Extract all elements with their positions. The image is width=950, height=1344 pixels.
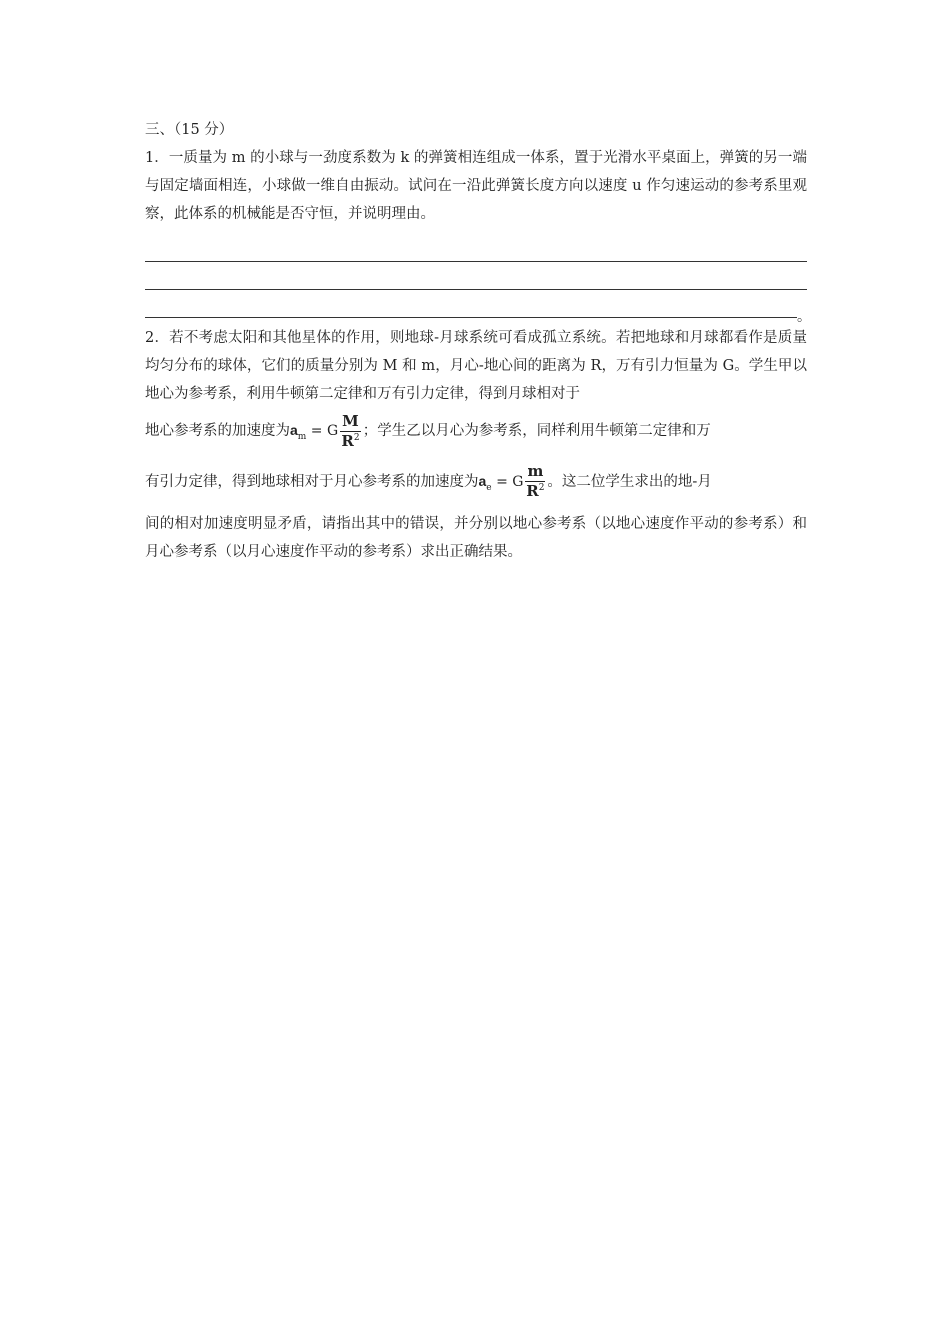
question-2-part2 <box>145 408 807 459</box>
answer-line[interactable] <box>145 234 807 262</box>
eq2-lhs: a <box>478 472 487 489</box>
question-1-text: 1．一质量为 m 的小球与一劲度系数为 k 的弹簧相连组成一体系，置于光滑水平桌面上，弹簧的另一端与固定墙面相连，小球做一维自由振动。试问在一沿此弹簧长度方向以速度 u 作匀速运动的参考系里观察，此体系的机械能是否守恒，并说明理由。 <box>145 150 807 222</box>
question-2-part4: 间的相对加速度明显矛盾，请指出其中的错误，并分别以地心参考系（以地心速度作平动的参考系）和月心参考系（以月心速度作平动的参考系）求出正确结果。 <box>145 515 807 560</box>
eq2-denominator <box>525 482 545 499</box>
eq1-eq: = G <box>306 423 339 439</box>
answer-line[interactable] <box>145 262 807 290</box>
question-2-part3-suffix: 。这二位学生求出的地-月 <box>547 473 712 490</box>
eq1-numerator: M <box>342 411 359 430</box>
eq1-den-exp: 2 <box>353 432 360 443</box>
eq2-den-exp: 2 <box>538 483 545 494</box>
question-2-part2-suffix: ；学生乙以月心为参考系，同样利用牛顿第二定律和万 <box>362 423 711 439</box>
question-2 <box>145 324 807 566</box>
question-2-part2-prefix: 地心参考系的加速度为 <box>145 423 290 439</box>
eq2-numerator: m <box>527 462 544 481</box>
question-2-part3-prefix: 有引力定律，得到地球相对于月心参考系的加速度为 <box>145 473 479 490</box>
eq2-den-base: R <box>526 482 539 501</box>
question-2-part1: 2．若不考虑太阳和其他星体的作用，则地球-月球系统可看成孤立系统。若把地球和月球都看作是质量均匀分布的球体，它们的质量分别为 M 和 m，月心-地心间的距离为 R，万有引力恒量为 G。学生甲以地心为参考系，利用牛顿第二定律和万有引力定律，得到月球相对于 <box>145 330 807 402</box>
eq1-fraction <box>340 411 361 450</box>
answer-end-mark: 。 <box>797 309 811 325</box>
question-2-part3 <box>145 459 807 510</box>
eq1-sub: m <box>297 431 307 442</box>
eq1-den-base: R <box>341 431 354 450</box>
eq2-sub: e <box>486 482 492 493</box>
answer-line[interactable] <box>145 290 811 325</box>
section-header: 三、（15 分） <box>145 122 234 138</box>
exam-page <box>145 116 811 566</box>
equation-earth-acceleration <box>478 462 548 501</box>
equation-moon-acceleration <box>290 411 363 450</box>
eq1-denominator <box>340 432 361 449</box>
eq1-lhs: a <box>290 422 298 438</box>
eq2-fraction <box>525 464 545 499</box>
eq2-eq: = G <box>491 473 524 490</box>
answer-lines <box>145 234 811 325</box>
